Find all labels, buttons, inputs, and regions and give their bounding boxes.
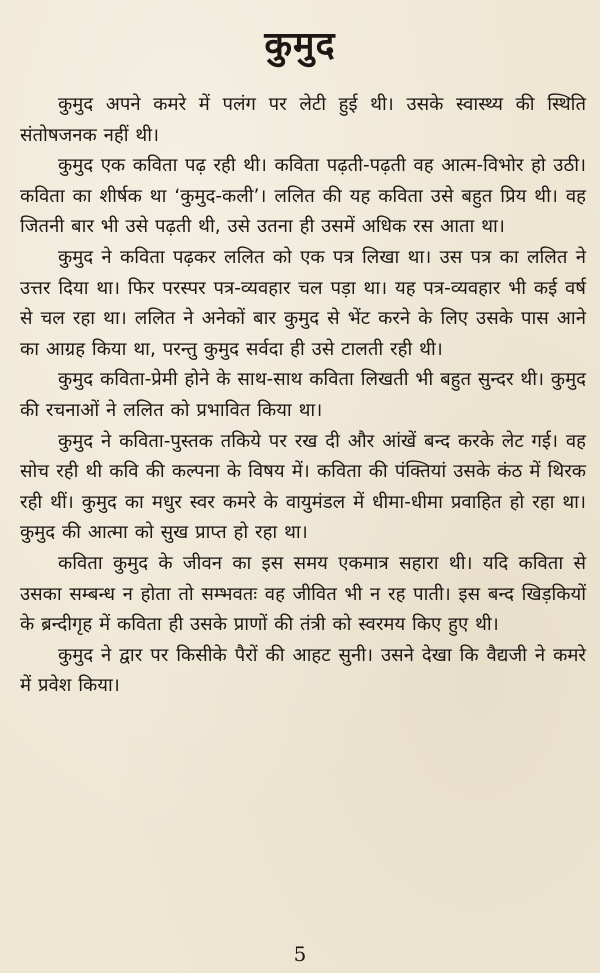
paragraph-6: कविता कुमुद के जीवन का इस समय एकमात्र सहारा थी। यदि कविता से उसका सम्बन्ध न होता तो सम्भवतः वह जीवित भी न रह पाती। इस बन्द खिड़कियों के ब्रन्दीगृह में कविता ही उसके प्राणों की तंत्री को स्वरमय किए हुए थी।: [20, 552, 586, 636]
paragraph-2: कुमुद एक कविता पढ़ रही थी। कविता पढ़ती-पढ़ती वह आत्म-विभोर हो उठी। कविता का शीर्षक था ‘कुमुद-कली’। ललित की यह कविता उसे बहुत प्रिय थी। वह जितनी बार भी उसे पढ़ती थी, उसे उतना ही उसमें अधिक रस आता था।: [20, 155, 586, 238]
paragraph-3: कुमुद ने कविता पढ़कर ललित को एक पत्र लिखा था। उस पत्र का ललित ने उत्तर दिया था। फिर परस्पर पत्र-व्यवहार चल पड़ा था। यह पत्र-व्यवहार भी कई वर्ष से चल रहा था। ललित ने अनेकों बार कुमुद से भेंट करने के लिए उसके पास आने का आग्रह किया था, परन्तु कुमुद सर्वदा ही उसे टालती रही थी।: [20, 246, 586, 360]
paragraph-4: कुमुद कविता-प्रेमी होने के साथ-साथ कविता लिखती भी बहुत सुन्दर थी। कुमुद की रचनाओं ने ललित को प्रभावित किया था।: [20, 369, 586, 421]
paragraph-7: कुमुद ने द्वार पर किसीके पैरों की आहट सुनी। उसने देखा कि वैद्यजी ने कमरे में प्रवेश किया।: [20, 644, 586, 697]
paragraph-5: कुमुद ने कविता-पुस्तक तकिये पर रख दी और आंखें बन्द करके लेट गई। वह सोच रही थी कवि की कल्पना के विषय में। कविता की पंक्तियां उसके कंठ में थिरक रही थीं। कुमुद का मधुर स्वर कमरे के वायुमंडल में धीमा-धीमा प्रवाहित हो रहा था। कुमुद की आत्मा को सुख प्राप्त हो रहा था।: [20, 430, 586, 544]
paragraph-1: कुमुद अपने कमरे में पलंग पर लेटी हुई थी। उसके स्वास्थ्य की स्थिति संतोषजनक नहीं थी।: [20, 94, 586, 146]
page-number: 5: [293, 942, 307, 966]
chapter-title: कुमुद: [264, 25, 336, 66]
chapter-body: [20, 90, 586, 702]
